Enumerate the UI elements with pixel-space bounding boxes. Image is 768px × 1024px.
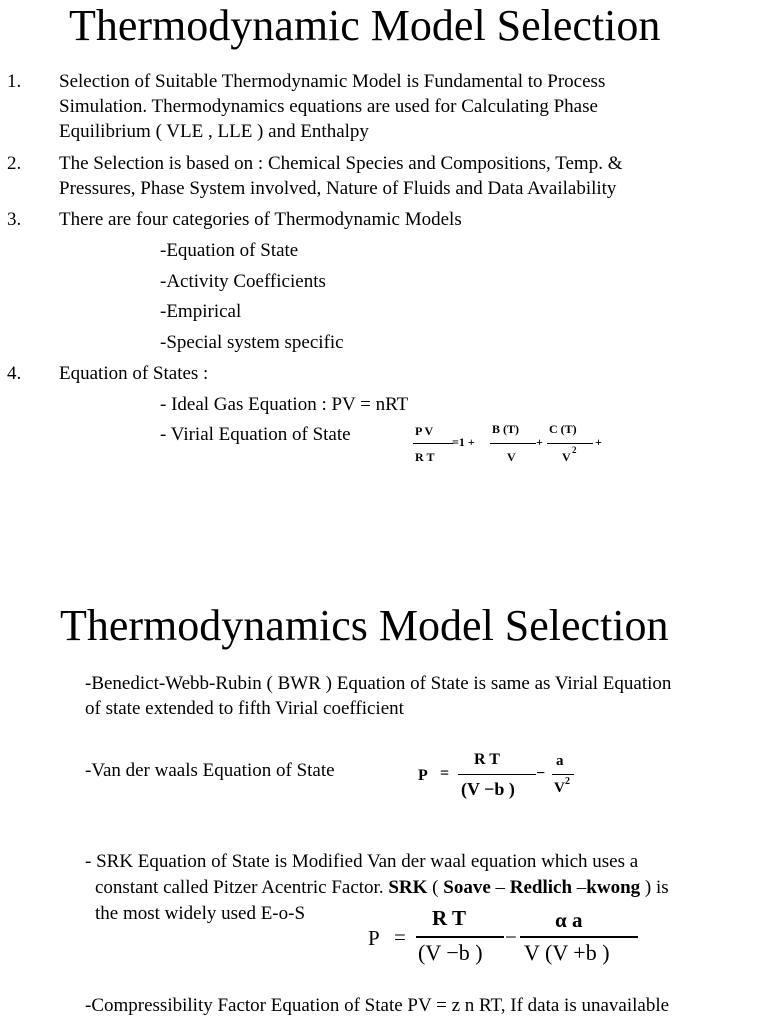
virial-plus: + [536,435,543,449]
srk-text-part: constant called Pitzer Acentric Factor. [95,877,389,898]
srk-alpha: α a [555,908,583,932]
fraction-bar [490,443,536,444]
srk-text: - SRK Equation of State is Modified Van der waal equation which uses a [85,851,639,872]
item-text: Equation of States : [59,363,209,384]
srk-text-part: ) is [640,877,669,898]
item-text: The Selection is based on : Chemical Species and Compositions, Temp. & [59,153,623,174]
srk-text-part: ( [427,877,444,898]
slide2-title: Thermodynamics Model Selection [60,601,669,650]
item-number: 3. [7,209,22,230]
srk-minus: − [505,925,517,949]
vdw-p: P [418,767,428,784]
vdw-label: -Van der waals Equation of State [85,760,335,781]
srk-den2: V (V +b ) [524,940,610,965]
srk-bold: kwong [586,877,641,898]
item-text: Equilibrium ( VLE , LLE ) and Enthalpy [59,121,369,142]
srk-bold: SRK [388,877,428,898]
vdw-rt: R T [474,751,500,768]
srk-bold: Redlich [509,877,573,898]
item-text: Simulation. Thermodynamics equations are used for Calculating Phase [59,96,598,117]
srk-den1: (V −b ) [418,940,483,965]
virial-pv: P V [415,424,434,438]
bwr-text: -Benedict-Webb-Rubin ( BWR ) Equation of State is same as Virial Equation [85,673,672,694]
srk-text-part: – [572,877,587,898]
virial-v2: V [562,450,571,464]
srk-text-part: – [490,877,510,898]
srk-p: P [368,926,380,950]
srk-bold: Soave [443,877,491,898]
vdw-minus: − [536,765,546,782]
item-text: Pressures, Phase System involved, Nature of Fluids and Data Availability [59,178,617,199]
vdw-eq: = [440,765,450,782]
virial-plus: + [595,435,602,449]
fraction-bar [413,443,453,444]
slide1-title: Thermodynamic Model Selection [69,1,661,50]
compressibility-text: -Compressibility Factor Equation of State PV = z n RT, If data is unavailable [85,995,670,1016]
virial-ct: C (T) [549,422,577,436]
category-item: -Equation of State [160,240,299,261]
item-text: There are four categories of Thermodynamic Models [59,209,462,230]
virial-rt: R T [415,450,435,464]
fraction-bar [547,443,593,444]
virial-bt: B (T) [492,422,519,436]
bwr-text: of state extended to fifth Virial coefficient [85,698,404,719]
item-number: 4. [7,363,22,384]
eos-line: - Ideal Gas Equation : PV = nRT [160,394,409,415]
fraction-bar [458,774,536,775]
srk-text: the most widely used E-o-S [95,903,306,924]
item-number: 2. [7,153,22,174]
virial-eq: =1 + [452,435,475,449]
category-item: -Empirical [160,301,242,322]
fraction-bar [520,936,638,938]
srk-text [95,875,669,900]
category-item: -Activity Coefficients [160,271,326,292]
srk-equation [368,903,648,973]
category-item: -Special system specific [160,332,344,353]
fraction-bar [552,774,574,775]
vdw-sq: 2 [565,776,570,787]
virial-equation [410,418,620,470]
fraction-bar [416,936,504,938]
virial-sq: 2 [572,445,577,455]
srk-rt: R T [432,906,467,930]
vdw-equation [418,748,588,808]
item-number: 1. [7,71,22,92]
vdw-a: a [556,753,564,769]
srk-eq: = [394,925,406,949]
eos-line: - Virial Equation of State [160,424,351,445]
vdw-v2: V [554,780,565,796]
vdw-den: (V −b ) [461,779,515,799]
item-text: Selection of Suitable Thermodynamic Model is Fundamental to Process [59,71,606,92]
virial-v: V [507,450,516,464]
